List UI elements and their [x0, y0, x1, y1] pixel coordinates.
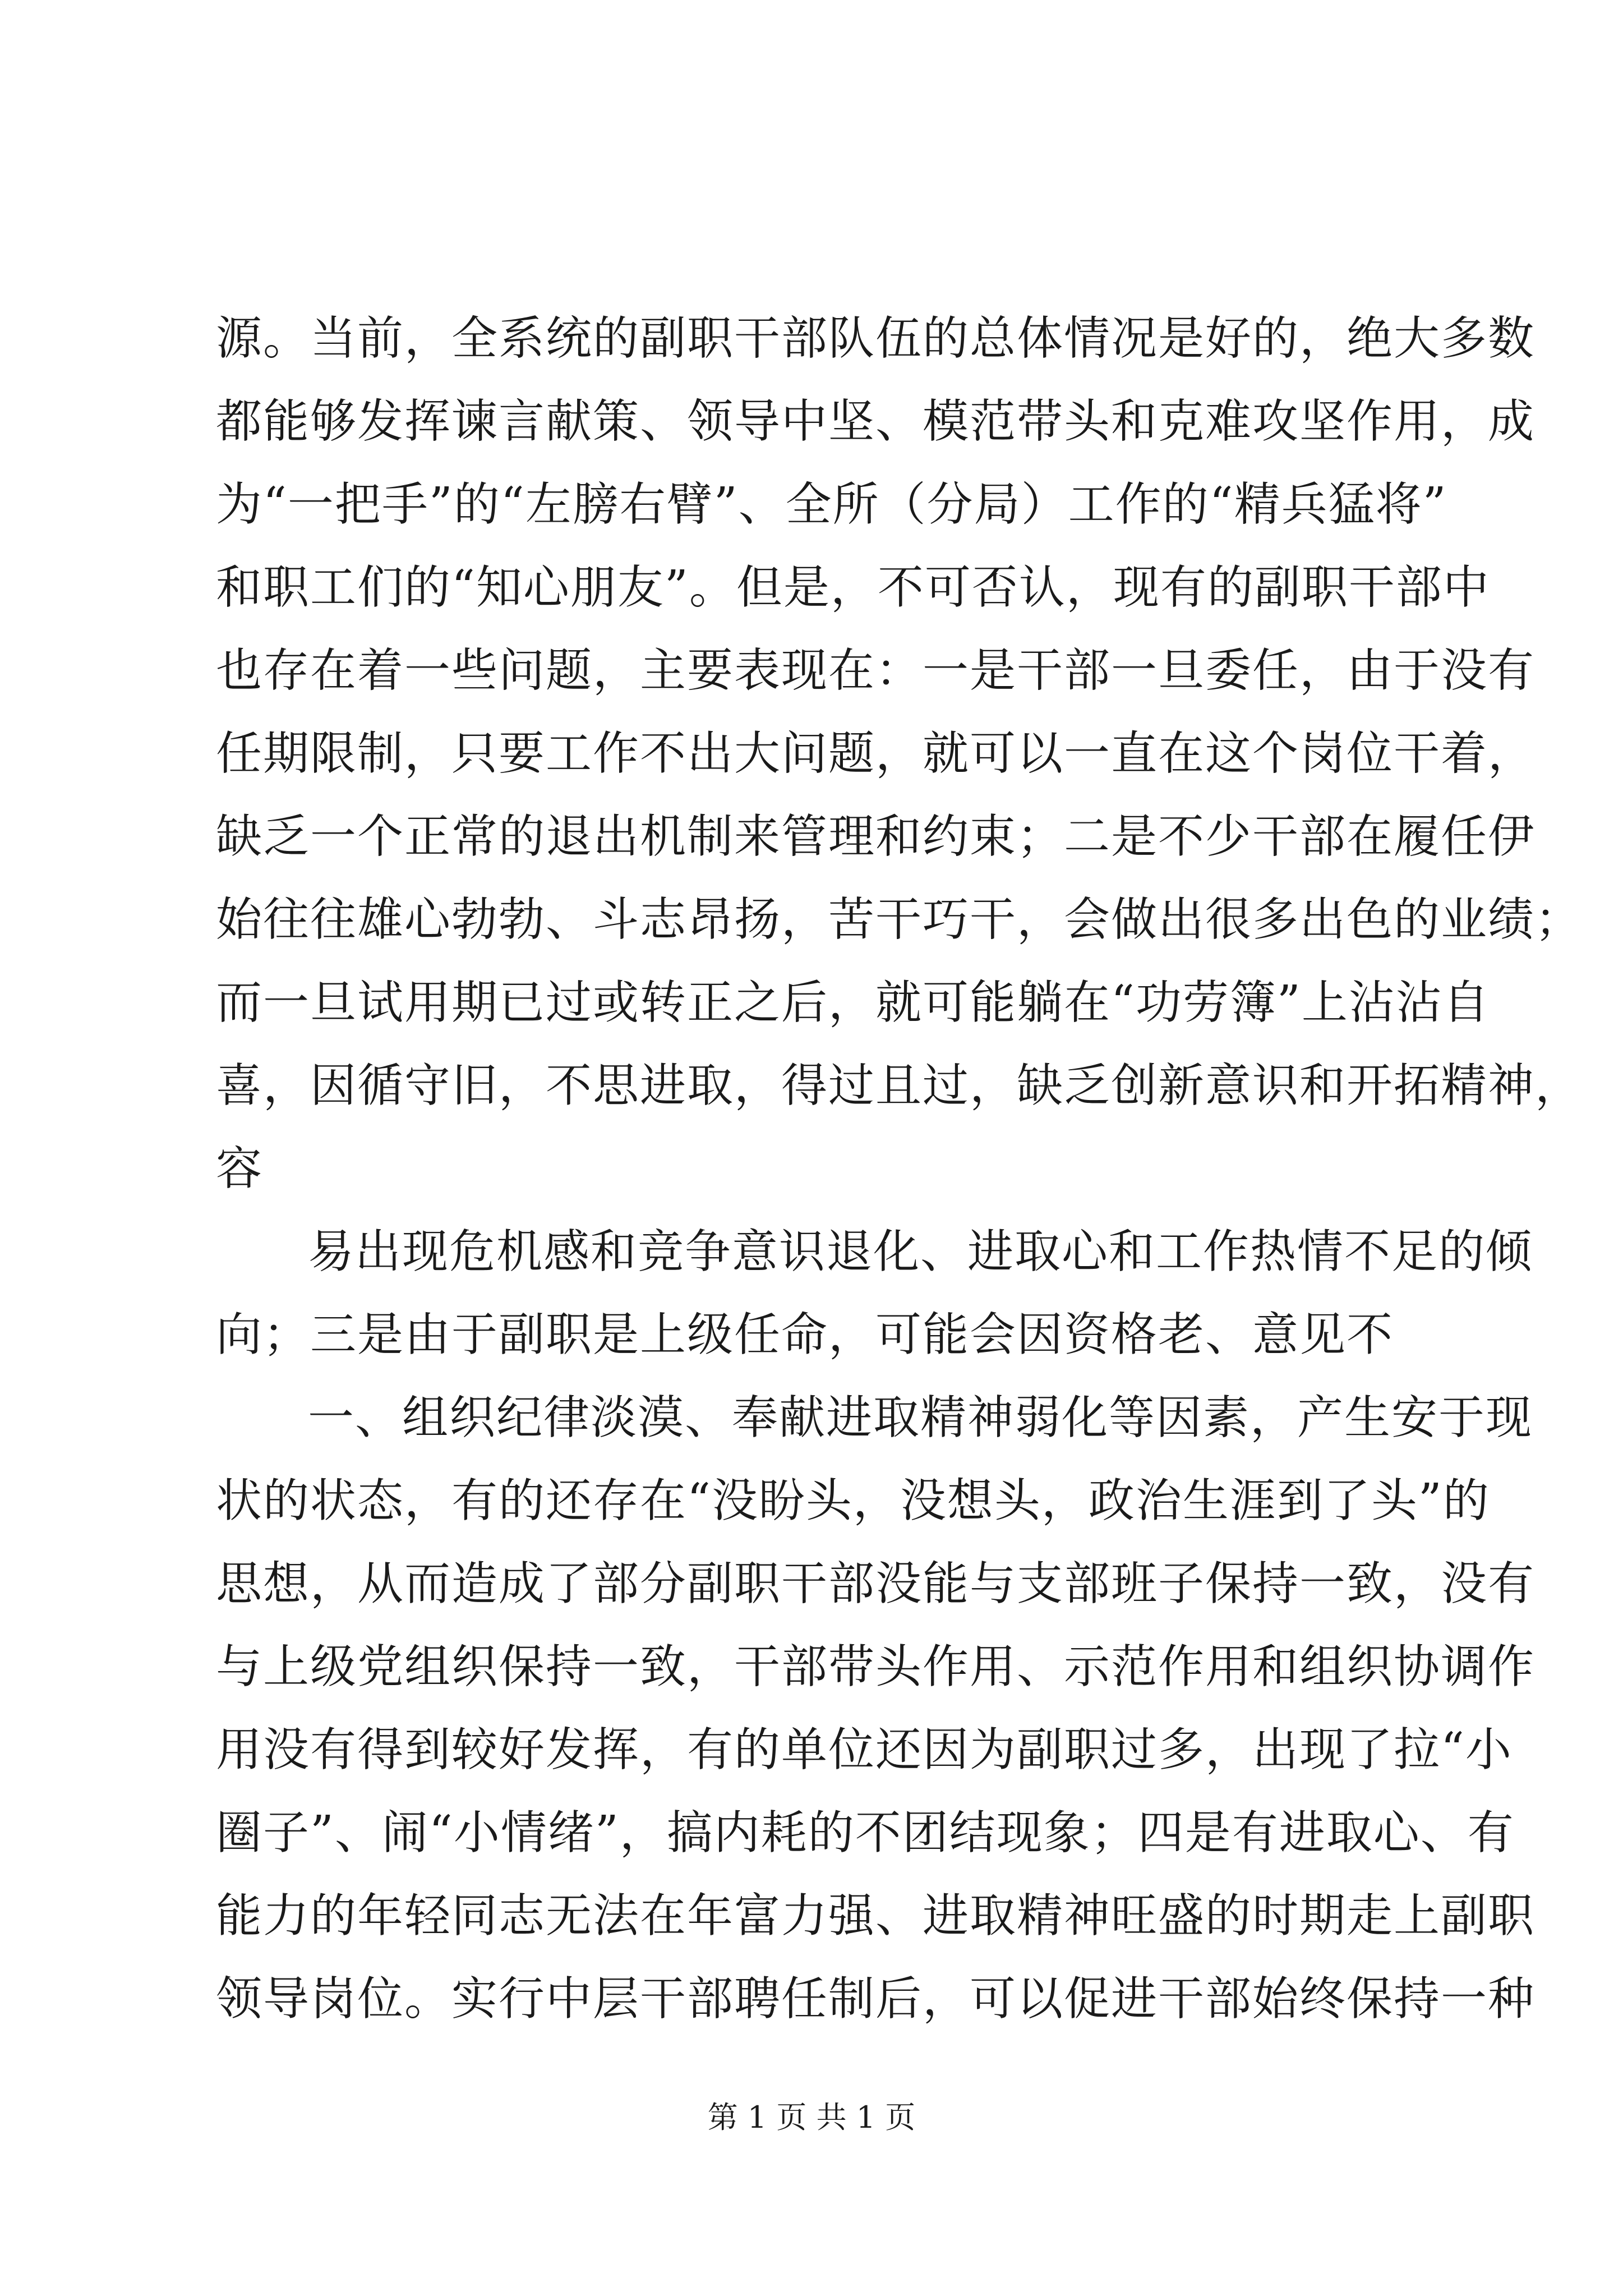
text-line: 任期限制，只要工作不出大问题，就可以一直在这个岗位干着，	[216, 727, 1536, 780]
text-line: 都能够发挥谏言献策、领导中坚、模范带头和克难攻坚作用，成	[216, 395, 1536, 448]
text-line: 领导岗位。实行中层干部聘任制后，可以促进干部始终保持一种	[216, 1972, 1536, 2026]
text-line: 喜，因循守旧，不思进取，得过且过，缺乏创新意识和开拓精神，	[216, 1059, 1583, 1112]
text-line: 一、组织纪律淡漠、奉献进取精神弱化等因素，产生安于现	[308, 1391, 1533, 1444]
text-line: 为“一把手”的“左膀右臂”、全所（分局）工作的“精兵猛将”	[216, 478, 1447, 531]
text-line: 向；三是由于副职是上级任命，可能会因资格老、意见不	[216, 1308, 1394, 1361]
text-line: 容	[216, 1142, 264, 1195]
text-line: 状的状态，有的还存在“没盼头，没想头，政治生涯到了头”的	[216, 1474, 1490, 1527]
text-line: 始往往雄心勃勃、斗志昂扬，苦干巧干，会做出很多出色的业绩；	[216, 893, 1583, 946]
text-line: 能力的年轻同志无法在年富力强、进取精神旺盛的时期走上副职	[216, 1889, 1536, 1943]
document-body	[216, 297, 1583, 2041]
text-line: 思想，从而造成了部分副职干部没能与支部班子保持一致，没有	[216, 1557, 1536, 1611]
text-line: 圈子”、闹“小情绪”，搞内耗的不团结现象；四是有进取心、有	[216, 1806, 1515, 1860]
text-line: 易出现危机感和竞争意识退化、进取心和工作热情不足的倾	[308, 1225, 1533, 1278]
text-line: 也存在着一些问题，主要表现在：一是干部一旦委任，由于没有	[216, 644, 1536, 697]
text-line: 源。当前，全系统的副职干部队伍的总体情况是好的，绝大多数	[216, 312, 1536, 365]
text-line: 而一旦试用期已过或转正之后，就可能躺在“功劳簿”上沾沾自	[216, 976, 1490, 1029]
page-number-label: 第 1 页 共 1 页	[707, 2100, 916, 2135]
text-line: 与上级党组织保持一致，干部带头作用、示范作用和组织协调作	[216, 1640, 1536, 1694]
page-footer	[0, 2098, 1623, 2137]
text-line: 和职工们的“知心朋友”。但是，不可否认，现有的副职干部中	[216, 561, 1490, 614]
text-line: 用没有得到较好发挥，有的单位还因为副职过多，出现了拉“小	[216, 1723, 1513, 1777]
text-line: 缺乏一个正常的退出机制来管理和约束；二是不少干部在履任伊	[216, 810, 1536, 863]
